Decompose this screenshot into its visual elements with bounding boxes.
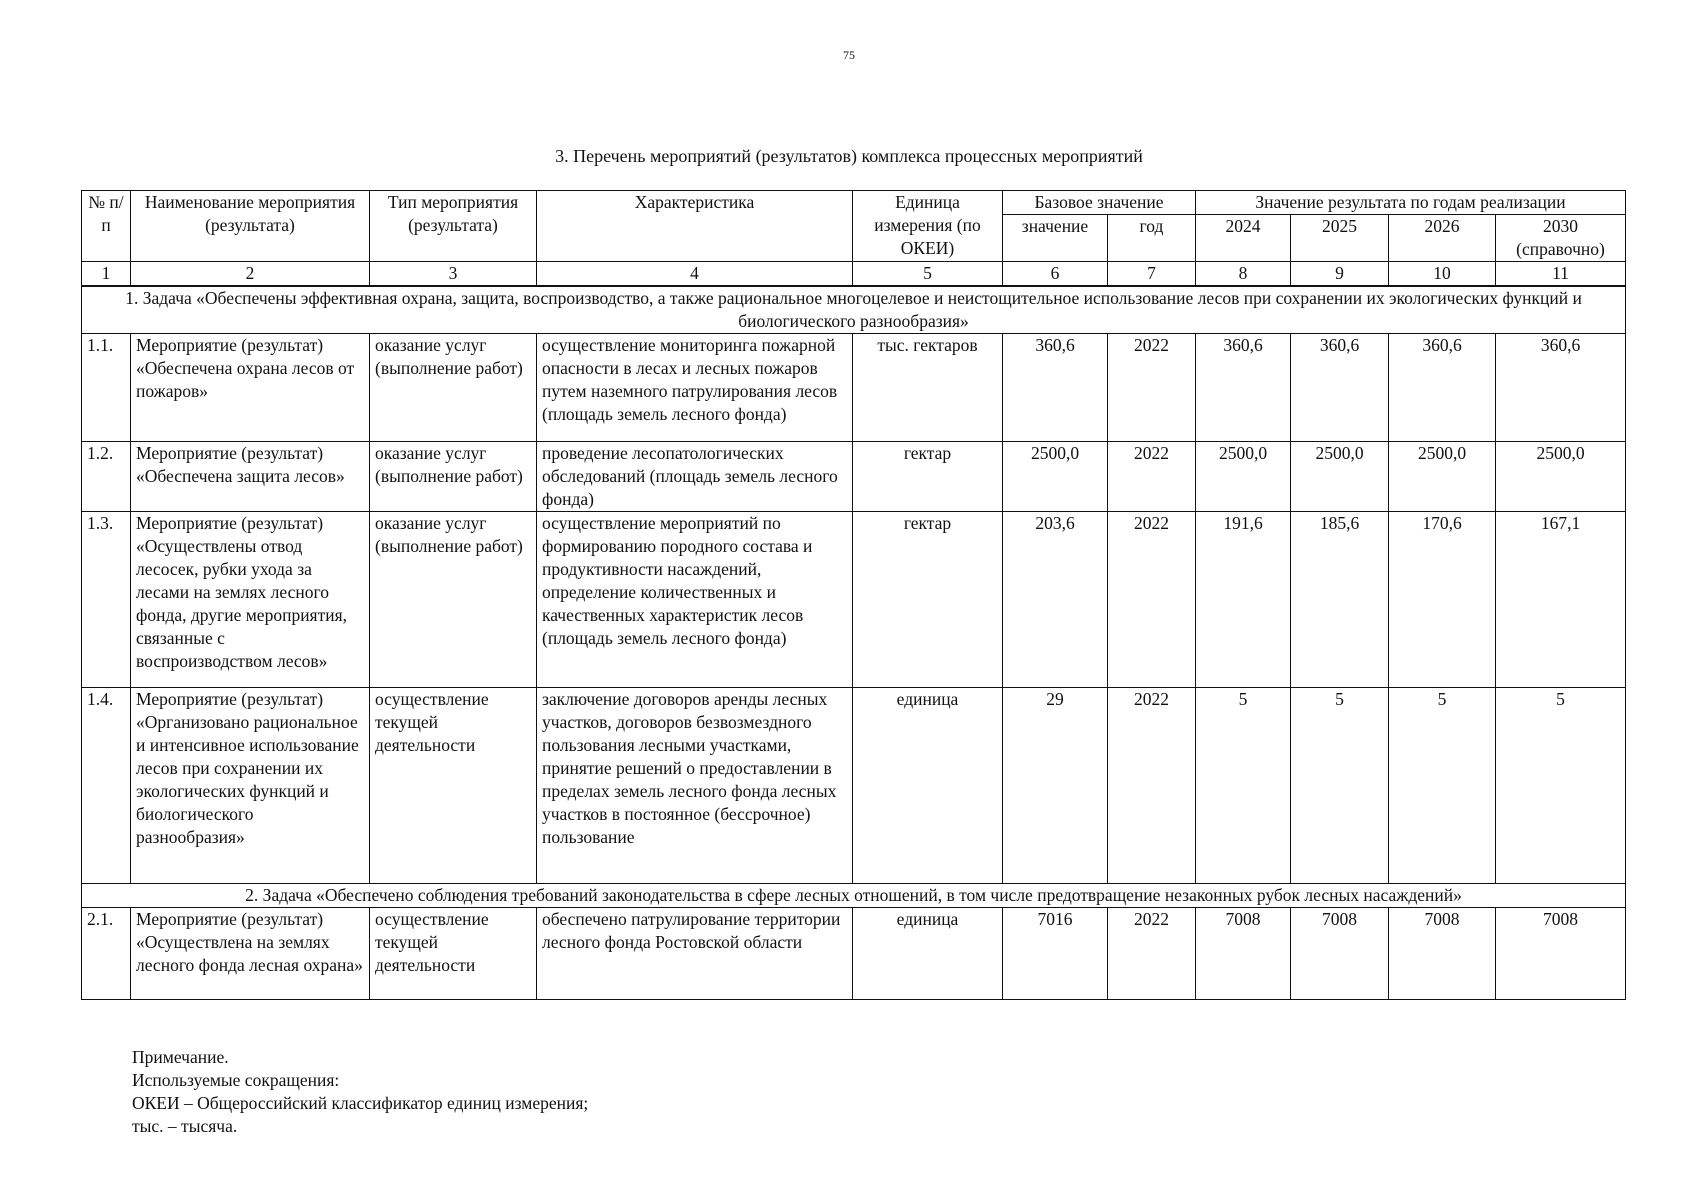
base-value: 203,6 xyxy=(1003,512,1108,688)
value-2030: 5 xyxy=(1496,688,1626,884)
base-value: 2500,0 xyxy=(1003,442,1108,512)
page-number: 75 xyxy=(843,48,855,62)
table-row xyxy=(82,442,1626,512)
column-number: 10 xyxy=(1389,262,1496,287)
section-title: 1. Задача «Обеспечены эффективная охрана, защита, воспроизводство, а также рациональное многоцелевое и неистощительное использование лесов при сохранении их экологических функций и биологического разнообразия» xyxy=(82,286,1626,334)
unit: тыс. гектаров xyxy=(853,334,1003,442)
value-2025: 7008 xyxy=(1291,908,1389,1000)
activity-type: осуществление текущей деятельности xyxy=(370,908,537,1000)
note-heading: Примечание. xyxy=(132,1047,229,1067)
column-number: 1 xyxy=(82,262,131,287)
value-2030: 2500,0 xyxy=(1496,442,1626,512)
value-2030: 360,6 xyxy=(1496,334,1626,442)
table-header xyxy=(82,191,1626,287)
column-numbers-row xyxy=(82,262,1626,287)
header-2024: 2024 xyxy=(1196,215,1291,262)
section-row xyxy=(82,884,1626,908)
characteristic: заключение договоров аренды лесных участков, договоров безвозмездного пользования лесными участками, принятие решений о предоставлении в пределах земель лесного фонда лесных участков в постоянное (бессрочное) пользование xyxy=(537,688,853,884)
column-number: 4 xyxy=(537,262,853,287)
row-number: 1.2. xyxy=(82,442,131,512)
value-2024: 2500,0 xyxy=(1196,442,1291,512)
header-2025: 2025 xyxy=(1291,215,1389,262)
header-result-by-years: Значение результата по годам реализации xyxy=(1196,191,1626,215)
base-year: 2022 xyxy=(1108,688,1196,884)
value-2025: 360,6 xyxy=(1291,334,1389,442)
column-number: 9 xyxy=(1291,262,1389,287)
activity-name: Мероприятие (результат) «Организовано рациональное и интенсивное использование лесов при сохранении их экологических функций и биологического разнообразия» xyxy=(131,688,370,884)
value-2024: 7008 xyxy=(1196,908,1291,1000)
activity-type: осуществление текущей деятельности xyxy=(370,688,537,884)
table-row xyxy=(82,908,1626,1000)
base-year: 2022 xyxy=(1108,334,1196,442)
value-2026: 2500,0 xyxy=(1389,442,1496,512)
note-line: ОКЕИ – Общероссийский классификатор единиц измерения; xyxy=(132,1093,589,1113)
row-number: 1.4. xyxy=(82,688,131,884)
base-value: 7016 xyxy=(1003,908,1108,1000)
characteristic: обеспечено патрулирование территории лесного фонда Ростовской области xyxy=(537,908,853,1000)
header-2026: 2026 xyxy=(1389,215,1496,262)
column-number: 2 xyxy=(131,262,370,287)
note-line: тыс. – тысяча. xyxy=(132,1116,238,1136)
section-row xyxy=(82,286,1626,334)
unit: единица xyxy=(853,688,1003,884)
base-value: 29 xyxy=(1003,688,1108,884)
value-2025: 2500,0 xyxy=(1291,442,1389,512)
table-body xyxy=(82,286,1626,1000)
activities-table xyxy=(81,190,1626,1000)
row-number: 1.1. xyxy=(82,334,131,442)
header-2030: 2030 (справочно) xyxy=(1496,215,1626,262)
header-name: Наименование мероприятия (результата) xyxy=(131,191,370,262)
column-number: 5 xyxy=(853,262,1003,287)
characteristic: осуществление мониторинга пожарной опасности в лесах и лесных пожаров путем наземного патрулирования лесов (площадь земель лесного фонда) xyxy=(537,334,853,442)
header-no: № п/п xyxy=(82,191,131,262)
row-number: 2.1. xyxy=(82,908,131,1000)
activity-name: Мероприятие (результат) «Осуществлены отвод лесосек, рубки ухода за лесами на землях лесного фонда, другие мероприятия, связанные с воспроизводством лесов» xyxy=(131,512,370,688)
activity-type: оказание услуг (выполнение работ) xyxy=(370,334,537,442)
table-row xyxy=(82,512,1626,688)
section-title: 2. Задача «Обеспечено соблюдения требований законодательства в сфере лесных отношений, в том числе предотвращение незаконных рубок лесных насаждений» xyxy=(82,884,1626,908)
column-number: 7 xyxy=(1108,262,1196,287)
header-unit: Единица измерения (по ОКЕИ) xyxy=(853,191,1003,262)
base-value: 360,6 xyxy=(1003,334,1108,442)
value-2025: 185,6 xyxy=(1291,512,1389,688)
column-number: 11 xyxy=(1496,262,1626,287)
activity-type: оказание услуг (выполнение работ) xyxy=(370,512,537,688)
base-year: 2022 xyxy=(1108,908,1196,1000)
header-type: Тип мероприятия (результата) xyxy=(370,191,537,262)
value-2024: 5 xyxy=(1196,688,1291,884)
note-line: Используемые сокращения: xyxy=(132,1070,340,1090)
header-base-value: значение xyxy=(1003,215,1108,262)
column-number: 3 xyxy=(370,262,537,287)
value-2024: 191,6 xyxy=(1196,512,1291,688)
value-2030: 7008 xyxy=(1496,908,1626,1000)
row-number: 1.3. xyxy=(82,512,131,688)
table-row xyxy=(82,688,1626,884)
value-2030: 167,1 xyxy=(1496,512,1626,688)
column-number: 6 xyxy=(1003,262,1108,287)
header-characteristic: Характеристика xyxy=(537,191,853,262)
table-row xyxy=(82,334,1626,442)
value-2024: 360,6 xyxy=(1196,334,1291,442)
value-2026: 360,6 xyxy=(1389,334,1496,442)
base-year: 2022 xyxy=(1108,512,1196,688)
characteristic: проведение лесопатологических обследований (площадь земель лесного фонда) xyxy=(537,442,853,512)
unit: гектар xyxy=(853,512,1003,688)
unit: единица xyxy=(853,908,1003,1000)
value-2026: 170,6 xyxy=(1389,512,1496,688)
activity-name: Мероприятие (результат) «Осуществлена на землях лесного фонда лесная охрана» xyxy=(131,908,370,1000)
activity-type: оказание услуг (выполнение работ) xyxy=(370,442,537,512)
column-number: 8 xyxy=(1196,262,1291,287)
characteristic: осуществление мероприятий по формированию породного состава и продуктивности насаждений, определение количественных и качественных характеристик лесов (площадь земель лесного фонда) xyxy=(537,512,853,688)
header-base-year: год xyxy=(1108,215,1196,262)
header-base: Базовое значение xyxy=(1003,191,1196,215)
notes xyxy=(132,1046,588,1138)
activity-name: Мероприятие (результат) «Обеспечена защита лесов» xyxy=(131,442,370,512)
page-title: 3. Перечень мероприятий (результатов) комплекса процессных мероприятий xyxy=(555,146,1143,166)
activity-name: Мероприятие (результат) «Обеспечена охрана лесов от пожаров» xyxy=(131,334,370,442)
value-2026: 5 xyxy=(1389,688,1496,884)
value-2025: 5 xyxy=(1291,688,1389,884)
unit: гектар xyxy=(853,442,1003,512)
value-2026: 7008 xyxy=(1389,908,1496,1000)
base-year: 2022 xyxy=(1108,442,1196,512)
